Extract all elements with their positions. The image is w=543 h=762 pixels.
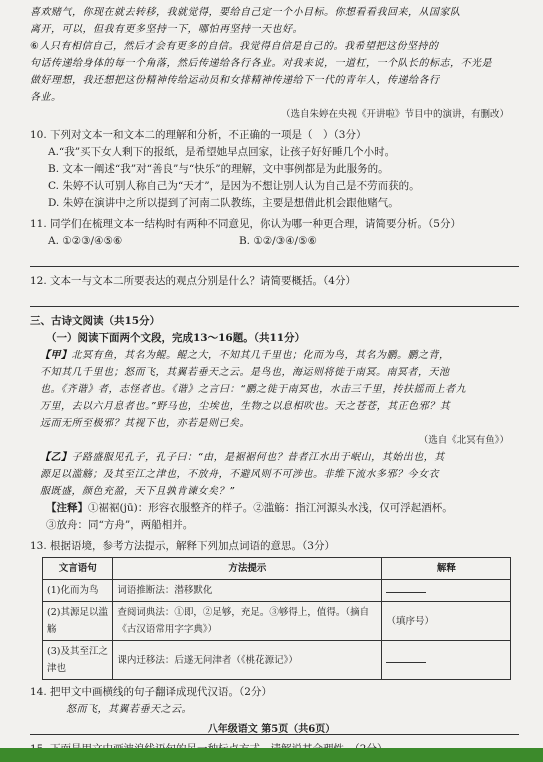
yi-line: 【乙】子路盛服见孔子，孔子曰：“由，是裾裾何也？昔者江水出于岷山，其始出也，其 bbox=[40, 452, 445, 463]
jia-source: （选自《北冥有鱼》） bbox=[418, 435, 509, 446]
yi-label: 【乙】 bbox=[40, 452, 72, 463]
q11-option-a: A. ①②③/④⑤⑥ bbox=[48, 235, 123, 247]
answer-cell[interactable] bbox=[382, 580, 511, 602]
passage-line: 做好理想，我还想把这份精神传给运动员和女排精神传递给下一代的青年人，传递给各行 bbox=[30, 75, 440, 86]
annotation: 【注释】①裾裾(jū)：形容衣服整齐的样子。②滥觞：指江河源头水浅，仅可浮起酒杯。 bbox=[46, 502, 453, 514]
bottom-bar bbox=[0, 748, 543, 762]
passage-jia bbox=[30, 347, 519, 432]
table-row bbox=[43, 641, 511, 680]
phrase-cell: (2)其源足以滥觞 bbox=[43, 602, 113, 641]
answer-line[interactable] bbox=[30, 252, 519, 267]
phrase-cell: (1)化而为鸟 bbox=[43, 580, 113, 602]
jia-line: 【甲】北冥有鱼，其名为鲲。鲲之大，不知其几千里也；化而为鸟，其名为鹏。鹏之背， bbox=[40, 350, 450, 361]
phrase-cell: (3)及其至江之津也 bbox=[43, 641, 113, 680]
passage-line: 各业。 bbox=[30, 92, 62, 103]
jia-line: 万里，去以六月息者也。”野马也，尘埃也，生物之以息相吹也。天之苍苍，其正色邪？其 bbox=[40, 401, 451, 412]
passage-end bbox=[30, 4, 519, 106]
section-3-title: 三、古诗文阅读（共15分） bbox=[30, 315, 161, 327]
table-header: 文言语句 bbox=[43, 558, 113, 580]
q13-table bbox=[42, 557, 511, 680]
yi-line: 源足以滥觞；及其至江之津也，不放舟，不避风则不可涉也。非维下流水多邪？今女衣 bbox=[40, 469, 439, 480]
jia-line: 不知其几千里也；怒而飞，其翼若垂天之云。是鸟也，海运则将徙于南冥。南冥者，天池 bbox=[40, 367, 450, 378]
passage-yi bbox=[30, 449, 519, 500]
table-row bbox=[43, 580, 511, 602]
page-footer: 八年级语文 第5页（共6页） bbox=[207, 724, 336, 735]
hint-cell: 课内迁移法：后遂无问津者（《桃花源记》） bbox=[113, 641, 382, 680]
answer-line[interactable] bbox=[30, 292, 519, 307]
q14-stem: 14. 把甲文中画横线的句子翻译成现代汉语。（2分） bbox=[30, 686, 272, 698]
q10-option-a: A.“我”买下女人剩下的报纸，是希望她早点回家，让孩子好好睡几个小时。 bbox=[48, 146, 396, 158]
passage-line: 离开，可以，但我有更多坚持一下，哪怕再坚持一天也好。 bbox=[30, 24, 303, 35]
yi-line: 服既盛，颜色充盈，天下且孰肯谏女矣？” bbox=[40, 486, 235, 497]
q10-option-d: D. 朱婷在演讲中之所以提到了河南二队教练，主要是想借此机会跟他赌气。 bbox=[48, 197, 399, 209]
q14-sentence: 怒而飞，其翼若垂天之云。 bbox=[66, 704, 192, 715]
table-header: 解释 bbox=[382, 558, 511, 580]
jia-line: 远而无所至极邪？其视下也，亦若是则已矣。 bbox=[40, 418, 250, 429]
answer-cell[interactable] bbox=[382, 641, 511, 680]
passage-line: 喜欢赌气，你现在就去转移，我就觉得，要给自己定一个小目标。你想看看我回来，从国家队 bbox=[30, 7, 461, 18]
jia-line: 也。《齐谐》者，志怪者也。《谐》之言曰：“鹏之徙于南冥也，水击三千里，抟扶摇而上者九 bbox=[40, 384, 467, 395]
annotation-label: 【注释】 bbox=[46, 502, 88, 514]
q13-stem: 13. 根据语境，参考方法提示，解释下列加点词语的意思。（3分） bbox=[30, 540, 335, 552]
passage-source: （选自朱婷在央视《开讲啦》节目中的演讲，有删改） bbox=[280, 109, 509, 120]
subsection-1-title: （一）阅读下面两个文段，完成13～16题。（共11分） bbox=[46, 332, 306, 344]
q11-options bbox=[30, 233, 519, 250]
q11-option-b: B. ①②/③④/⑤⑥ bbox=[238, 235, 317, 247]
annotation-2: ③放舟：同“方舟”，两船相并。 bbox=[46, 519, 194, 531]
question-10 bbox=[30, 127, 519, 212]
q11-stem: 11. 同学们在梳理文本一结构时有两种不同意见，你认为哪一种更合理，请简要分析。（5分） bbox=[30, 218, 461, 230]
table-row bbox=[43, 602, 511, 641]
question-11 bbox=[30, 216, 519, 267]
passage-line: 句话传递给身体的每一个角落，然后传递给各行各业。对我来说，一道杠，一个队长的标志，不光是 bbox=[30, 58, 492, 69]
hint-cell: 词语推断法：潜移默化 bbox=[113, 580, 382, 602]
q12-stem: 12. 文本一与文本二所要表达的观点分别是什么？请简要概括。（4分） bbox=[30, 275, 356, 287]
jia-label: 【甲】 bbox=[40, 350, 72, 361]
q10-option-b: B. 文本一阐述“我”对“善良”与“快乐”的理解，文中事例都是为此服务的。 bbox=[48, 163, 389, 175]
question-12 bbox=[30, 273, 519, 307]
hint-cell: 查阅词典法：①即，②足够，充足。③够得上，值得。（摘自《古汉语常用字字典》） bbox=[113, 602, 382, 641]
answer-cell[interactable]: （填序号） bbox=[382, 602, 511, 641]
passage-line: ⑥人只有相信自己，然后才会有更多的自信。我觉得自信是自己的。我希望把这份坚持的 bbox=[30, 41, 439, 52]
table-header: 方法提示 bbox=[113, 558, 382, 580]
q10-option-c: C. 朱婷不认可别人称自己为“天才”，是因为不想让别人认为自己是不劳而获的。 bbox=[48, 180, 420, 192]
q10-stem: 10. 下列对文本一和文本二的理解和分析，不正确的一项是（ ）（3分） bbox=[30, 129, 367, 141]
